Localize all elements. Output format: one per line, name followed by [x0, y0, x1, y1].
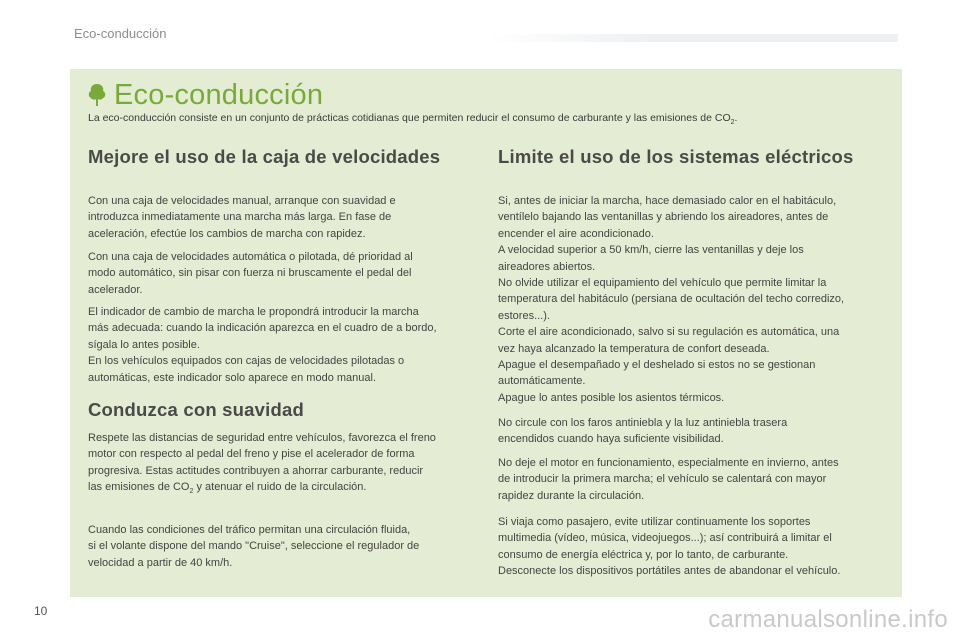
paragraph-engine-idle	[498, 455, 893, 504]
co2-subscript: 2	[189, 488, 194, 496]
text-line: encender el aire acondicionado.	[498, 227, 654, 240]
paragraph-ventilation	[498, 193, 893, 406]
text-line: rapidez durante la circulación.	[498, 489, 645, 502]
heading-electrical-systems: Limite el uso de los sistemas eléctricos	[498, 146, 854, 167]
text-line: temperatura del habitáculo (persiana de ocultación del techo corredizo,	[498, 293, 845, 306]
text-line: Apague lo antes posible los asientos térmicos.	[498, 391, 725, 404]
intro-main: La eco-conducción consiste en un conjunto de prácticas cotidianas que permiten reducir el consumo de carburante y las emisiones de CO	[88, 112, 731, 124]
text-line: No deje el motor en funcionamiento, especialmente en invierno, antes	[498, 457, 839, 469]
panel-title: Eco-conducción	[114, 78, 324, 111]
text-line: Corte el aire acondicionado, salvo si su regulación es automática, una	[498, 326, 840, 339]
text-line: sígala lo antes posible.	[88, 338, 200, 351]
text-line: ventílelo bajando las ventanillas y abriendo los aireadores, antes de	[498, 211, 829, 224]
text-line: A velocidad superior a 50 km/h, cierre las ventanillas y deje los	[498, 244, 804, 257]
text-line: multimedia (vídeo, música, videojuegos...); así contribuirá a limitar el	[498, 532, 832, 545]
text-line: motor con respecto al pedal del freno y pise el acelerador de forma	[88, 448, 415, 461]
paragraph-automatic-gearbox	[88, 249, 493, 298]
eco-panel	[70, 69, 902, 597]
text-line: Si, antes de iniciar la marcha, hace demasiado calor en el habitáculo,	[498, 195, 837, 207]
paragraph-safety-distance	[88, 430, 493, 501]
text-line: modo automático, sin pisar con fuerza ni bruscamente el pedal del	[88, 267, 412, 280]
intro-end: .	[734, 112, 738, 124]
text-line: Apague el desempañado y el deshelado si estos no se gestionan	[498, 359, 816, 372]
text-line: de introducir la primera marcha; el vehículo se calentará con mayor	[498, 473, 827, 486]
text-line: velocidad a partir de 40 km/h.	[88, 556, 233, 569]
text-line: más adecuada: cuando la indicación aparezca en el cuadro de a bordo,	[88, 322, 437, 335]
intro-text	[88, 111, 898, 130]
text-line	[88, 479, 493, 501]
text-line: automáticas, este indicador solo aparece en modo manual.	[88, 371, 377, 384]
text-line: aceleración, efectúe los cambios de marcha con rapidez.	[88, 227, 366, 240]
paragraph-gear-indicator	[88, 304, 493, 386]
paragraph-cruise-control	[88, 522, 493, 571]
text-line: acelerador.	[88, 283, 143, 296]
text-line: No circule con los faros antiniebla y la luz antiniebla trasera	[498, 417, 788, 429]
text-line: Desconecte los dispositivos portátiles antes de abandonar el vehículo.	[498, 565, 841, 578]
watermark: carmanualsonline.info	[708, 606, 948, 633]
paragraph-multimedia	[498, 514, 893, 580]
page-number: 10	[34, 604, 48, 618]
text-line: introduzca inmediatamente una marcha más larga. En fase de	[88, 211, 392, 224]
text-line: automáticamente.	[498, 375, 586, 388]
text-line: progresiva. Estas actitudes contribuyen a ahorrar carburante, reducir	[88, 464, 424, 477]
text-line: El indicador de cambio de marcha le propondrá introducir la marcha	[88, 306, 419, 318]
section-header-label: Eco-conducción	[74, 26, 167, 41]
text-line: En los vehículos equipados con cajas de velocidades pilotadas o	[88, 355, 405, 368]
text-line: No olvide utilizar el equipamiento del vehículo que permite limitar la	[498, 277, 827, 290]
title-row	[88, 75, 323, 115]
text-part: y atenuar el ruido de la circulación.	[193, 481, 367, 494]
text-line: vez haya alcanzado la temperatura de confort deseada.	[498, 342, 770, 355]
paragraph-fog-lights	[498, 415, 893, 448]
heading-smooth-driving: Conduzca con suavidad	[88, 399, 304, 420]
text-line: encendidos cuando haya suficiente visibilidad.	[498, 433, 724, 446]
text-line: aireadores abiertos.	[498, 260, 596, 273]
heading-gearbox: Mejore el uso de la caja de velocidades	[88, 146, 441, 167]
text-line: estores...).	[498, 309, 550, 322]
text-line: Si viaja como pasajero, evite utilizar continuamente los soportes	[498, 516, 811, 528]
text-line: Con una caja de velocidades manual, arranque con suavidad e	[88, 195, 396, 207]
header-rule	[488, 34, 898, 42]
text-line: Respete las distancias de seguridad entre vehículos, favorezca el freno	[88, 432, 436, 444]
tree-icon	[88, 83, 106, 107]
paragraph-manual-gearbox	[88, 193, 493, 242]
text-part: las emisiones de CO	[88, 481, 190, 494]
text-line: si el volante dispone del mando "Cruise", seleccione el regulador de	[88, 540, 420, 553]
intro-subscript: 2	[730, 119, 735, 127]
text-line: consumo de energía eléctrica y, por lo tanto, de carburante.	[498, 548, 789, 561]
text-line: Cuando las condiciones del tráfico permitan una circulación fluida,	[88, 524, 411, 536]
text-line: Con una caja de velocidades automática o pilotada, dé prioridad al	[88, 251, 413, 263]
